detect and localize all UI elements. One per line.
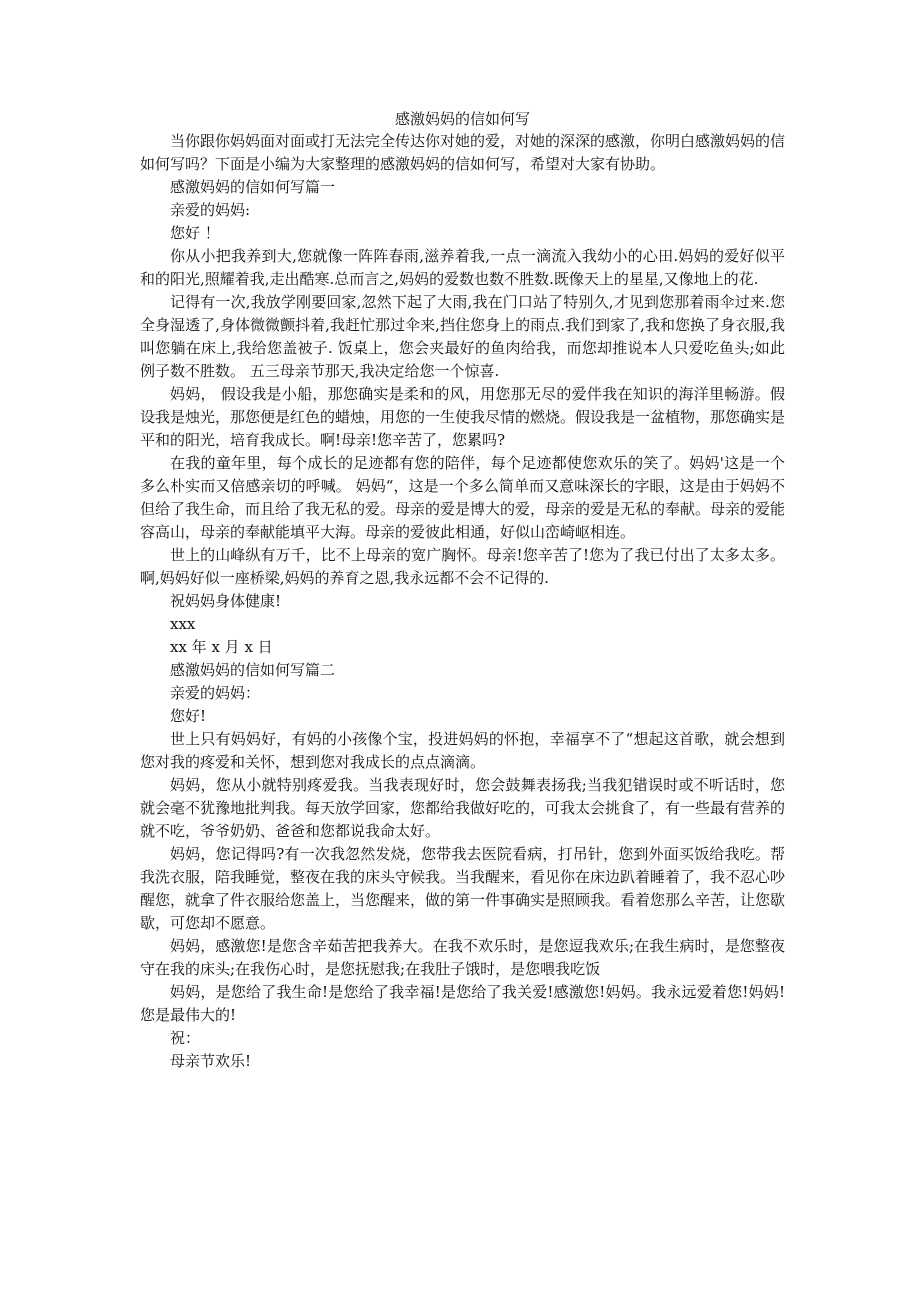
section-heading-1: 感激妈妈的信如何写篇一 [170, 178, 336, 196]
body-paragraph: 世上只有妈妈好，有妈的小孩像个宝，投进妈妈的怀抱，幸福享不了“想起这首歌，就会想到您对我的疼爱和关怀，想到您对我成长的点点滴滴。 [140, 730, 785, 771]
document-title: 感激妈妈的信如何写 [394, 110, 530, 128]
greeting: 您好 ！ [170, 224, 220, 242]
intro-paragraph: 当你跟你妈妈面对面或打无法完全传达你对她的爱，对她的深深的感激，你明白感激妈妈的信如何写吗？下面是小编为大家整理的感激妈妈的信如何写，希望对大家有协助。 [140, 132, 786, 173]
body-paragraph: 妈妈， 假设我是小船，那您确实是柔和的风，用您那无尽的爱伴我在知识的海洋里畅游。假设我是烛光，那您便是红色的蜡烛，用您的一生使我尽情的燃烧。假设我是一盆植物，那您确实是平和的阳光，培育我成长。啊!母亲!您辛苦了，您累吗? [140, 385, 786, 449]
date-line: xx 年 x 月 x 日 [170, 638, 273, 656]
closing-wish: 母亲节欢乐! [170, 1052, 252, 1070]
body-paragraph: 世上的山峰纵有万千，比不上母亲的宽广胸怀。母亲!您辛苦了!您为了我已付出了太多太多。 啊,妈妈好似一座桥梁,妈妈的养育之恩,我永远都不会不记得的. [140, 546, 785, 587]
body-paragraph: 妈妈，是您给了我生命!是您给了我幸福!是您给了我关爱!感激您!妈妈。我永远爱着您!妈妈!您是最伟大的! [140, 983, 785, 1024]
salutation: 亲爱的妈妈： [170, 684, 261, 702]
body-paragraph: 妈妈，您从小就特别疼爱我。当我表现好时，您会鼓舞表扬我;当我犯错误时或不听话时，您就会毫不犹豫地批判我。每天放学回家，您都给我做好吃的，可我太会挑食了，有一些最有营养的就不吃，爷爷奶奶、爸爸和您都说我命太好。 [140, 776, 786, 840]
section-heading-2: 感激妈妈的信如何写篇二 [170, 661, 336, 679]
closing-wish: 祝： [170, 1029, 201, 1047]
body-paragraph: 妈妈，您记得吗?有一次我忽然发烧，您带我去医院看病，打吊针，您到外面买饭给我吃。帮我洗衣服，陪我睡觉，整夜在我的床头守候我。当我醒来，看见你在床边趴着睡着了，我不忍心吵醒您，就拿了件衣服给您盖上，当您醒来，做的第一件事确实是照顾我。看着您那么辛苦，让您歇歇，可您却不愿意。 [140, 845, 786, 932]
body-paragraph: 在我的童年里，每个成长的足迹都有您的陪伴，每个足迹都使您欢乐的笑了。妈妈'这是一个多么朴实而又倍感亲切的呼喊。 妈妈“，这是一个多么简单而又意味深长的字眼，这是由于妈妈不但给了我生命，而且给了我无私的爱。母亲的爱是博大的爱，母亲的爱是无私的奉献。母亲的爱能容高山，母亲的奉献能填平大海。母亲的爱彼此相通，好似山峦崎岖相连。 [140, 454, 786, 541]
body-paragraph: 记得有一次,我放学刚要回家,忽然下起了大雨,我在门口站了特别久,才见到您那着雨伞过来.您全身湿透了,身体微微颤抖着,我赶忙那过伞来,挡住您身上的雨点.我们到家了,我和您换了身衣服,我叫您躺在床上,我给您盖被子. 饭桌上，您会夹最好的鱼肉给我，而您却推说本人只爱吃鱼头;如此例子数不胜数。 五三母亲节那天,我决定给您一个惊喜. [140, 293, 785, 380]
salutation: 亲爱的妈妈: [170, 201, 251, 219]
body-paragraph: 妈妈，感激您!是您含辛茹苦把我养大。在我不欢乐时，是您逗我欢乐;在我生病时，是您整夜守在我的床头;在我伤心时，是您抚慰我;在我肚子饿时，是您喂我吃饭 [140, 937, 785, 978]
document-page [140, 108, 785, 1073]
body-paragraph: 你从小把我养到大,您就像一阵阵春雨,滋养着我,一点一滴流入我幼小的心田.妈妈的爱好似平和的阳光,照耀着我,走出酷寒.总而言之,妈妈的爱数也数不胜数.既像天上的星星,又像地上的花. [140, 247, 785, 288]
signature: xxx [170, 615, 196, 633]
greeting: 您好! [170, 707, 207, 725]
closing-wish: 祝妈妈身体健康! [170, 592, 282, 610]
